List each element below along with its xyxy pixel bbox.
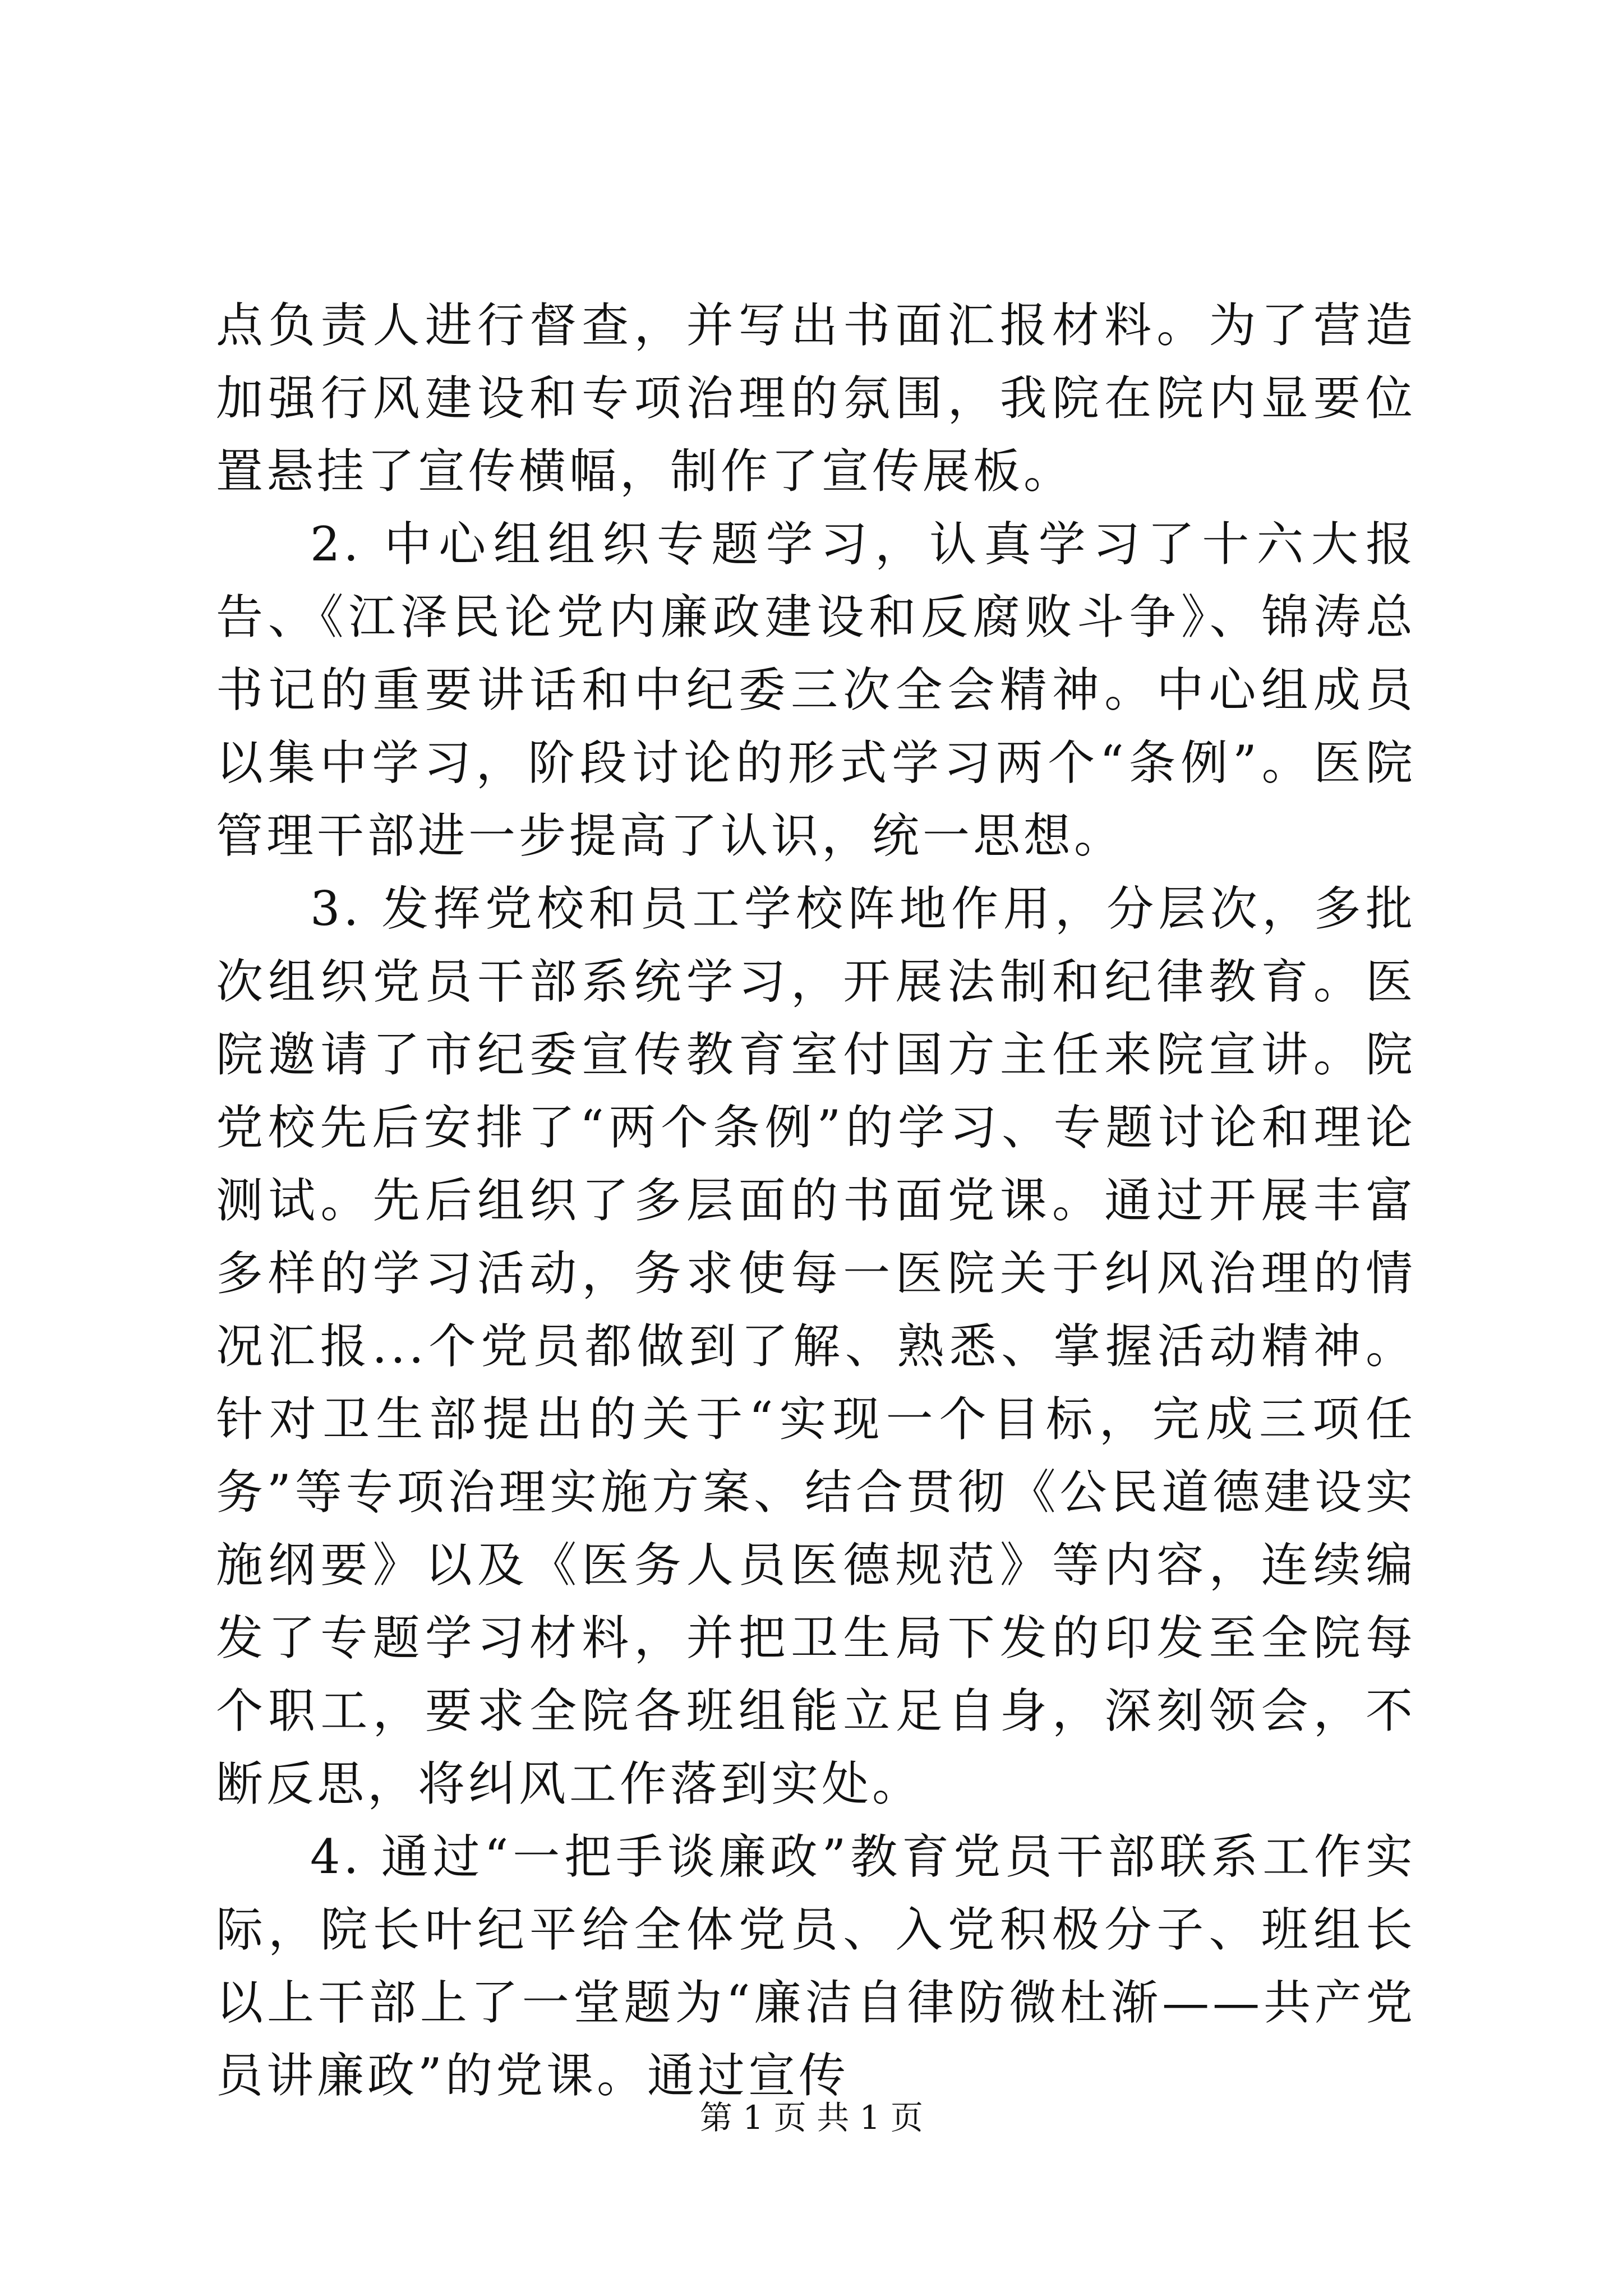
paragraph-4: 4. 通过“一把手谈廉政”教育党员干部联系工作实际，院长叶纪平给全体党员、入党积极分子、班组长以上干部上了一堂题为“廉洁自律防微杜渐——共产党员讲廉政”的党课。通过宣传 xyxy=(216,1829,1416,2103)
paragraph-2: 2. 中心组组织专题学习，认真学习了十六大报告、《江泽民论党内廉政建设和反腐败斗争》、锦涛总书记的重要讲话和中纪委三次全会精神。中心组成员以集中学习，阶段讨论的形式学习两个“条例”。医院管理干部进一步提高了认识，统一思想。 xyxy=(216,517,1416,863)
paragraph-3: 3. 发挥党校和员工学校阵地作用，分层次，多批次组织党员干部系统学习，开展法制和纪律教育。医院邀请了市纪委宣传教育室付国方主任来院宣讲。院党校先后安排了“两个条例”的学习、专题讨论和理论测试。先后组织了多层面的书面党课。通过开展丰富多样的学习活动，务求使每一医院关于纠风治理的情况汇报...个党员都做到了解、熟悉、掌握活动精神。针对卫生部提出的关于“实现一个目标，完成三项任务”等专项治理实施方案、结合贯彻《公民道德建设实施纲要》以及《医务人员医德规范》等内容，连续编发了专题学习材料，并把卫生局下发的印发至全院每个职工，要求全院各班组能立足自身，深刻领会，不断反思，将纠风工作落到实处。 xyxy=(216,881,1416,1811)
document-body xyxy=(216,289,1416,2112)
page-footer: 第 1 页 共 1 页 xyxy=(700,2099,923,2137)
paragraph-1: 点负责人进行督查，并写出书面汇报材料。为了营造加强行风建设和专项治理的氛围，我院在院内显要位置悬挂了宣传横幅，制作了宣传展板。 xyxy=(216,298,1416,499)
